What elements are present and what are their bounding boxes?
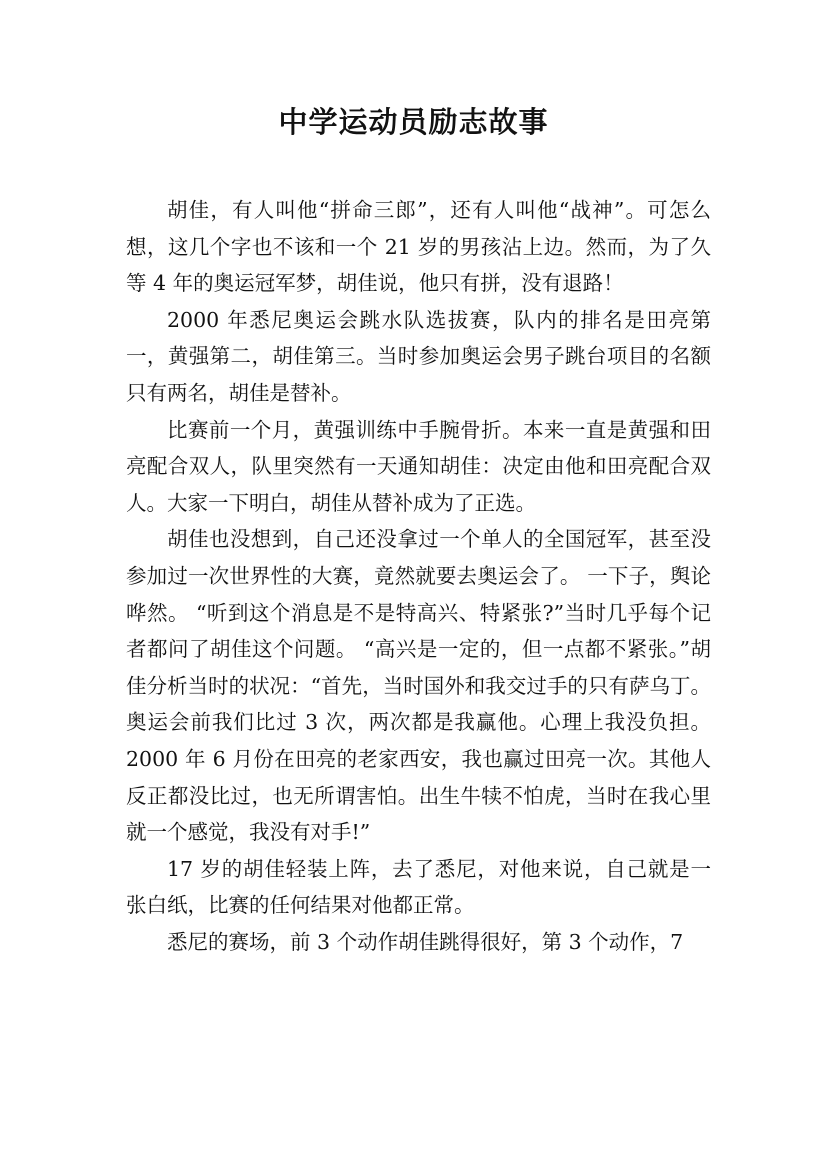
paragraph: 胡佳，有人叫他“拼命三郎”，还有人叫他“战神”。可怎么想，这几个字也不该和一个 21 岁的男孩沾上边。然而，为了久等 4 年的奥运冠军梦，胡佳说，他只有拼，没有退路！ <box>126 198 711 296</box>
paragraph: 胡佳也没想到，自己还没拿过一个单人的全国冠军，甚至没参加过一次世界性的大赛，竟然就要去奥运会了。 一下子，舆论哗然。 “听到这个消息是不是特高兴、特紧张?”当时几乎每个记者都问了胡佳这个问题。 “高兴是一定的，但一点都不紧张。”胡佳分析当时的状况：“首先，当时国外和我交过手的只有萨乌丁。奥运会前我们比过 3 次，两次都是我赢他。心理上我没负担。2000 年 6 月份在田亮的老家西安，我也赢过田亮一次。其他人反正都没比过，也无所谓害怕。出生牛犊不怕虎，当时在我心里就一个感觉，我没有对手!” <box>126 527 711 845</box>
paragraph: 悉尼的赛场，前 3 个动作胡佳跳得很好，第 3 个动作，7 <box>167 929 684 954</box>
paragraph: 比赛前一个月，黄强训练中手腕骨折。本来一直是黄强和田亮配合双人，队里突然有一天通知胡佳：决定由他和田亮配合双人。大家一下明白，胡佳从替补成为了正选。 <box>126 417 711 515</box>
document-title: 中学运动员励志故事 <box>278 105 549 139</box>
paragraph: 17 岁的胡佳轻装上阵，去了悉尼，对他来说，自己就是一张白纸，比赛的任何结果对他都正常。 <box>126 856 711 918</box>
document-body <box>126 192 711 960</box>
paragraph: 2000 年悉尼奥运会跳水队选拔赛，队内的排名是田亮第一，黄强第二，胡佳第三。当时参加奥运会男子跳台项目的名额只有两名，胡佳是替补。 <box>126 307 711 405</box>
